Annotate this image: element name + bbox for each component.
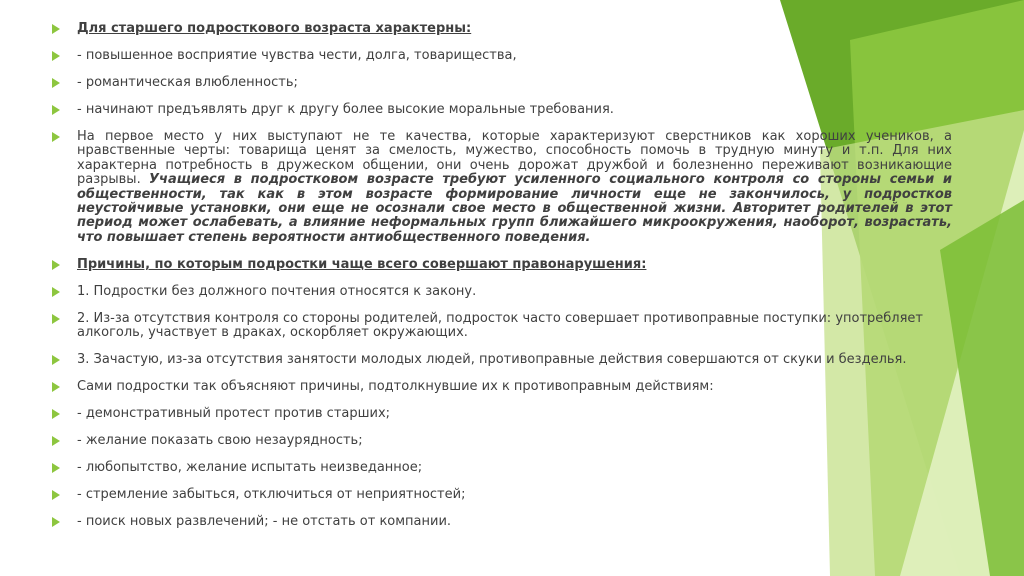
list-item: - стремление забыться, отключиться от неприятностей; (52, 488, 952, 502)
list-item: - демонстративный протест против старших; (52, 407, 952, 421)
bullet-heading-2 (52, 258, 952, 272)
triangle-bullet-icon (52, 382, 60, 392)
list-item: 1. Подростки без должного почтения относятся к закону. (52, 285, 952, 299)
list-item: - поиск новых развлечений; - не отстать от компании. (52, 515, 952, 529)
triangle-bullet-icon (52, 260, 60, 270)
triangle-bullet-icon (52, 517, 60, 527)
list-item: - любопытство, желание испытать неизведанное; (52, 461, 952, 475)
triangle-bullet-icon (52, 105, 60, 115)
list-item: Сами подростки так объясняют причины, подтолкнувшие их к противоправным действиям: (52, 380, 952, 394)
triangle-bullet-icon (52, 490, 60, 500)
triangle-bullet-icon (52, 132, 60, 142)
triangle-bullet-icon (52, 409, 60, 419)
list-item: - романтическая влюбленность; (52, 76, 952, 90)
paragraph-item (52, 130, 952, 245)
paragraph-emphasis-text: Учащиеся в подростковом возрасте требуют усиленного социального контроля со стороны семьи и общественности, так как в этом возрасте формирование личности еще не закончилось, у подростков неустойчивые установки, они еще не осознали свое место в общественной жизни. Авторитет родителей в этот период может ослабевать, а влияние неформальных групп ближайшего микроокружения, наоборот, возрастать, что повышает степень вероятности антиобщественного поведения. (77, 172, 952, 245)
triangle-bullet-icon (52, 436, 60, 446)
triangle-bullet-icon (52, 24, 60, 34)
list-item: - желание показать свою незаурядность; (52, 434, 952, 448)
heading-2: Причины, по которым подростки чаще всего совершают правонарушения: (77, 256, 647, 272)
list-item: 2. Из-за отсутствия контроля со стороны родителей, подросток часто совершает противоправные поступки: употребляет алкоголь, участвует в драках, оскорбляет окружающих. (52, 312, 952, 341)
list-item: - повышенное восприятие чувства чести, долга, товарищества, (52, 49, 952, 63)
bullet-heading-1 (52, 22, 952, 36)
triangle-bullet-icon (52, 78, 60, 88)
slide-content (52, 22, 952, 542)
triangle-bullet-icon (52, 355, 60, 365)
list-item: - начинают предъявлять друг к другу более высокие моральные требования. (52, 103, 952, 117)
paragraph-normal-text: На первое место у них выступают не те качества, которые характеризуют сверстников как хороших учеников, а нравственные черты: товарища ценят за смелость, мужество, способность помочь в трудную минуту и т.п. Для них характерна потребность в дружеском общении, они очень дорожат дружбой и болезненно переживают возникающие разрывы. (77, 129, 952, 188)
heading-1: Для старшего подросткового возраста характерны: (77, 21, 472, 36)
triangle-bullet-icon (52, 287, 60, 297)
triangle-bullet-icon (52, 463, 60, 473)
list-item: 3. Зачастую, из-за отсутствия занятости молодых людей, противоправные действия совершаются от скуки и безделья. (52, 353, 952, 367)
triangle-bullet-icon (52, 51, 60, 61)
triangle-bullet-icon (52, 314, 60, 324)
